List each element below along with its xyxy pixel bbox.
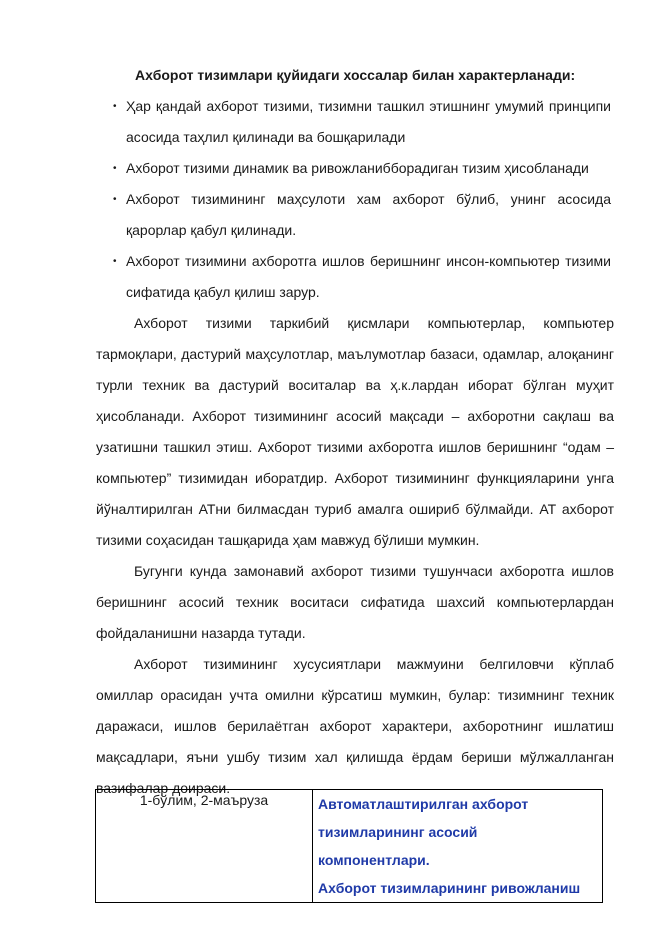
list-item-text: Ахборот тизимини ахборотга ишлов беришнинг инсон-компьютер тизими сифатида қабул қилиш зарур.	[126, 253, 611, 300]
lecture-title-line: Автоматлаштирилган ахборот	[318, 796, 529, 812]
list-item-text: Ахборот тизими динамик ва ривожланибборадиган тизим ҳисобланади	[126, 160, 589, 176]
document-body	[96, 60, 614, 804]
bullet-icon: •	[113, 163, 117, 174]
list-item	[96, 91, 614, 153]
paragraph-modern-concept: Бугунги кунда замонавий ахборот тизими тушунчаси ахборотга ишлов беришнинг асосий техник воситаси сифатида шахсий компьютерлардан фойдаланишни назарда тутади.	[96, 563, 614, 641]
list-item	[96, 184, 614, 246]
paragraph-factors: Ахборот тизимининг хусусиятлари мажмуини белгиловчи кўплаб омиллар орасидан учта омилни кўрсатиш мумкин, булар: тизимнинг техник даражаси, ишлов берилаётган ахборот характери, ахборотнинг ишлатиш мақсадлари, яъни ушбу тизим хал қилишда ёрдам бериши мўлжалланган вазифалар доираси.	[96, 656, 614, 796]
list-item	[96, 246, 614, 308]
lecture-title-line: Ахборот тизимларининг ривожланиш	[318, 880, 581, 896]
bullet-icon: •	[113, 256, 117, 267]
list-item-text: Ахборот тизимининг маҳсулоти хам ахборот бўлиб, унинг асосида қарорлар қабул қилинади.	[126, 191, 611, 238]
lecture-table	[95, 789, 603, 903]
lecture-title-line: тизимларининг асосий	[318, 824, 478, 840]
table-row	[96, 790, 603, 903]
list-item-text: Ҳар қандай ахборот тизими, тизимни ташкил этишнинг умумий принципи асосида таҳлил қилинади ва бошқарилади	[126, 98, 611, 145]
property-list	[96, 91, 614, 308]
list-item	[96, 153, 614, 184]
lecture-title-line: компонентлари.	[318, 852, 430, 868]
bullet-icon: •	[113, 194, 117, 205]
bullet-icon: •	[113, 101, 117, 112]
section-heading: Ахборот тизимлари қуйидаги хоссалар билан характерланади:	[135, 67, 576, 83]
lecture-label-cell: 1-бўлим, 2-маъруза	[96, 790, 313, 903]
paragraph-components: Ахборот тизими таркибий қисмлари компьютерлар, компьютер тармоқлари, дастурий маҳсулотлар, маълумотлар базаси, одамлар, алоқанинг турли техник ва дастурий воситалар ва ҳ.к.лардан иборат бўлган муҳит ҳисобланади. Ахборот тизимининг асосий мақсади – ахборотни сақлаш ва узатишни ташкил этиш. Ахборот тизими ахборотга ишлов беришнинг “одам – компьютер” тизимидан иборатдир. Ахборот тизимининг функцияларини унга йўналтирилган АТни билмасдан туриб амалга ошириб бўлмайди. АТ ахборот тизими соҳасидан ташқарида ҳам мавжуд бўлиши мумкин.	[96, 315, 614, 548]
lecture-title-cell	[313, 790, 603, 903]
